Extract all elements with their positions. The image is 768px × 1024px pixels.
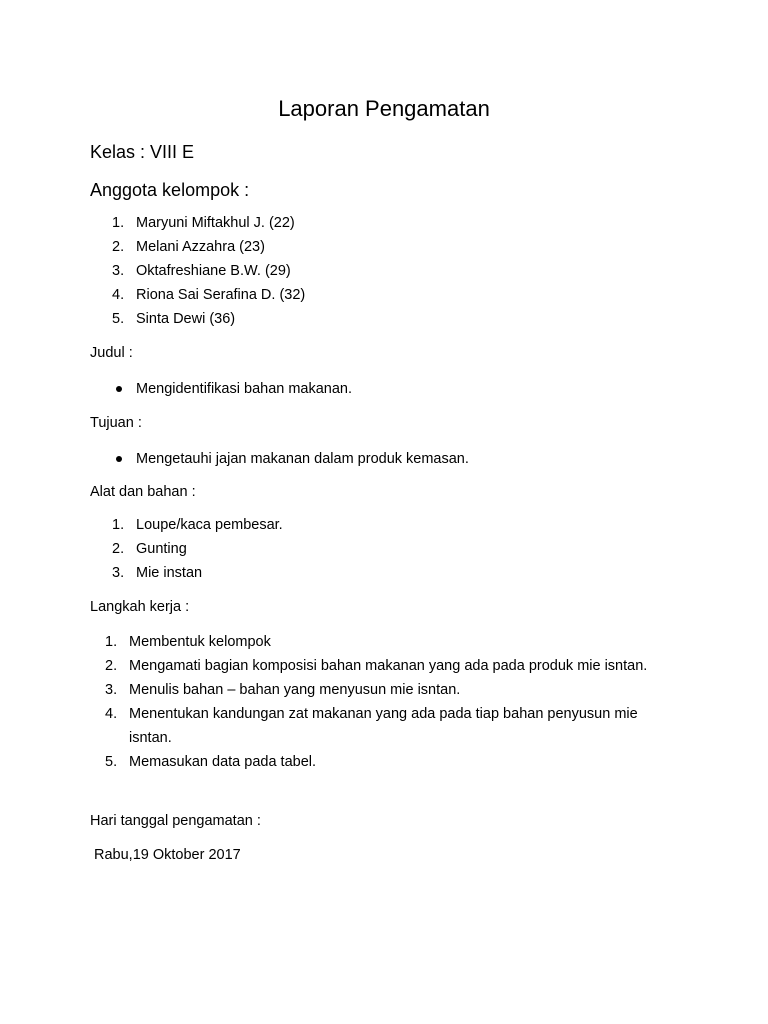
purpose-list <box>114 447 469 471</box>
tools-heading: Alat dan bahan : <box>90 484 196 500</box>
list-item: 5. Memasukan data pada tabel. <box>105 754 317 770</box>
members-heading: Anggota kelompok : <box>90 180 250 200</box>
steps-heading: Langkah kerja : <box>90 599 190 615</box>
purpose-heading: Tujuan : <box>90 415 142 431</box>
list-item: 4. Riona Sai Serafina D. (32) <box>112 287 306 303</box>
list-item: 1. Membentuk kelompok <box>105 634 271 650</box>
page-title: Laporan Pengamatan <box>278 96 490 121</box>
list-item: 2. Gunting <box>112 541 187 557</box>
list-item: Mengidentifikasi bahan makanan. <box>114 377 352 401</box>
date-value: Rabu,19 Oktober 2017 <box>94 847 241 863</box>
bullet-icon <box>116 456 122 462</box>
title-heading: Judul : <box>90 345 133 361</box>
list-item: 3. Mie instan <box>112 565 203 581</box>
tools-list <box>112 513 283 585</box>
steps-list <box>105 630 665 774</box>
list-item: Mengetauhi jajan makanan dalam produk kemasan. <box>114 447 469 471</box>
date-heading: Hari tanggal pengamatan : <box>90 813 261 829</box>
class-label: Kelas : VIII E <box>90 142 195 162</box>
list-item: 2. Mengamati bagian komposisi bahan makanan yang ada pada produk mie isntan. <box>105 658 648 674</box>
list-item: 3. Menulis bahan – bahan yang menyusun mie isntan. <box>105 682 461 698</box>
title-list <box>114 377 352 401</box>
bullet-icon <box>116 386 122 392</box>
list-item: 4. Menentukan kandungan zat makanan yang ada pada tiap bahan penyusun mie isntan. <box>105 706 638 746</box>
list-item: 1. Loupe/kaca pembesar. <box>112 517 283 533</box>
list-item: 2. Melani Azzahra (23) <box>112 239 265 255</box>
list-item: 3. Oktafreshiane B.W. (29) <box>112 263 291 279</box>
members-list <box>112 211 305 331</box>
list-item: 1. Maryuni Miftakhul J. (22) <box>112 215 295 231</box>
list-item: 5. Sinta Dewi (36) <box>112 311 236 327</box>
